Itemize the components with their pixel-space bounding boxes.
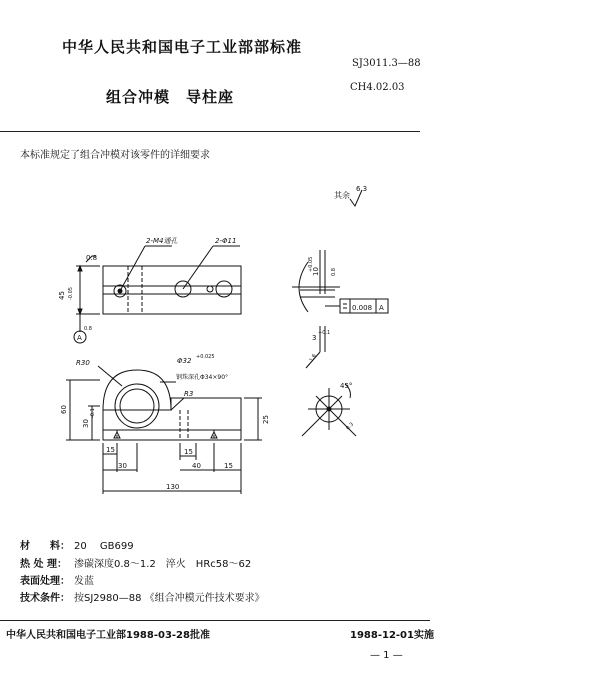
part-code: CH4.02.03 [350,82,405,93]
tolerance-value: 0.008 [352,304,373,312]
detail-dim-bottom-tol: +0.1 [318,330,331,336]
height-tol: -0.05 [68,287,74,300]
spec-technical-conditions: 技术条件： 按SJ2980—88 《组合冲模元件技术要求》 [20,593,265,604]
implementation-date: 1988-12-01实施 [350,630,434,641]
hole-label: 2-Φ11 [215,237,237,245]
height-60: 60 [60,405,68,414]
dim-25: 25 [262,415,270,424]
dim-30: 30 [82,419,90,428]
spec-surface: 表面处理： 发蓝 [20,576,94,587]
detail-roughness2: 1.6 [308,353,318,363]
roughness-rest-label: 其余 [334,191,350,200]
detail-dim-top: 10 [312,267,320,276]
ministry-heading: 中华人民共和国电子工业部部标准 [62,38,303,56]
dim-30b: 30 [118,462,127,470]
bore-inner [120,389,154,423]
approval-date: 中华人民共和国电子工业部1988-03-28批准 [6,630,210,641]
roughness-rest-value: 6.3 [356,185,368,193]
pin-hole-right [216,281,232,297]
section-dim: 0.3 [345,421,356,432]
footer-rule [0,620,430,621]
detail-dim-bottom: 3 [312,334,317,342]
dim-130: 130 [166,483,180,491]
top-view-outline [103,266,241,314]
detail-roughness: 0.8 [331,268,337,276]
dim-15c: 15 [224,462,233,470]
front-view-outline [103,398,241,440]
datum-letter: A [77,334,82,342]
dim-15a: 15 [106,446,115,454]
bore-dim: Φ32 [177,357,192,365]
intro-text: 本标准规定了组合冲模对该零件的详细要求 [20,150,210,161]
standard-number: SJ3011.3—88 [352,58,421,69]
height-dim: 45 [58,291,66,300]
bore-outer [115,384,159,428]
tolerance-datum: A [379,304,384,312]
detail-dim-top-tol: +0.05 [308,256,314,272]
dim-30-tol: -0.1 [90,408,96,418]
top-roughness: 0.8 [86,254,98,262]
spec-material: 材 料： 20 GB699 [20,541,134,552]
through-note: 钢珠深孔Φ34×90° [176,374,229,381]
section-angle: 45° [340,382,353,390]
bore-tol: +0.025 [196,354,215,360]
radius-r3: R3 [184,390,194,398]
radius-r30: R30 [76,359,90,367]
counterbore-label: 2-M4通孔 [146,237,178,245]
dim-40: 40 [192,462,201,470]
document-title: 组合冲模 导柱座 [106,88,235,106]
spec-heat-treatment: 热 处 理： 渗碳深度0.8～1.2 淬火 HRc58～62 [20,559,252,570]
page-number: — 1 — [370,650,403,661]
dim-15b: 15 [184,448,193,456]
datum-roughness: 0.8 [84,326,92,332]
